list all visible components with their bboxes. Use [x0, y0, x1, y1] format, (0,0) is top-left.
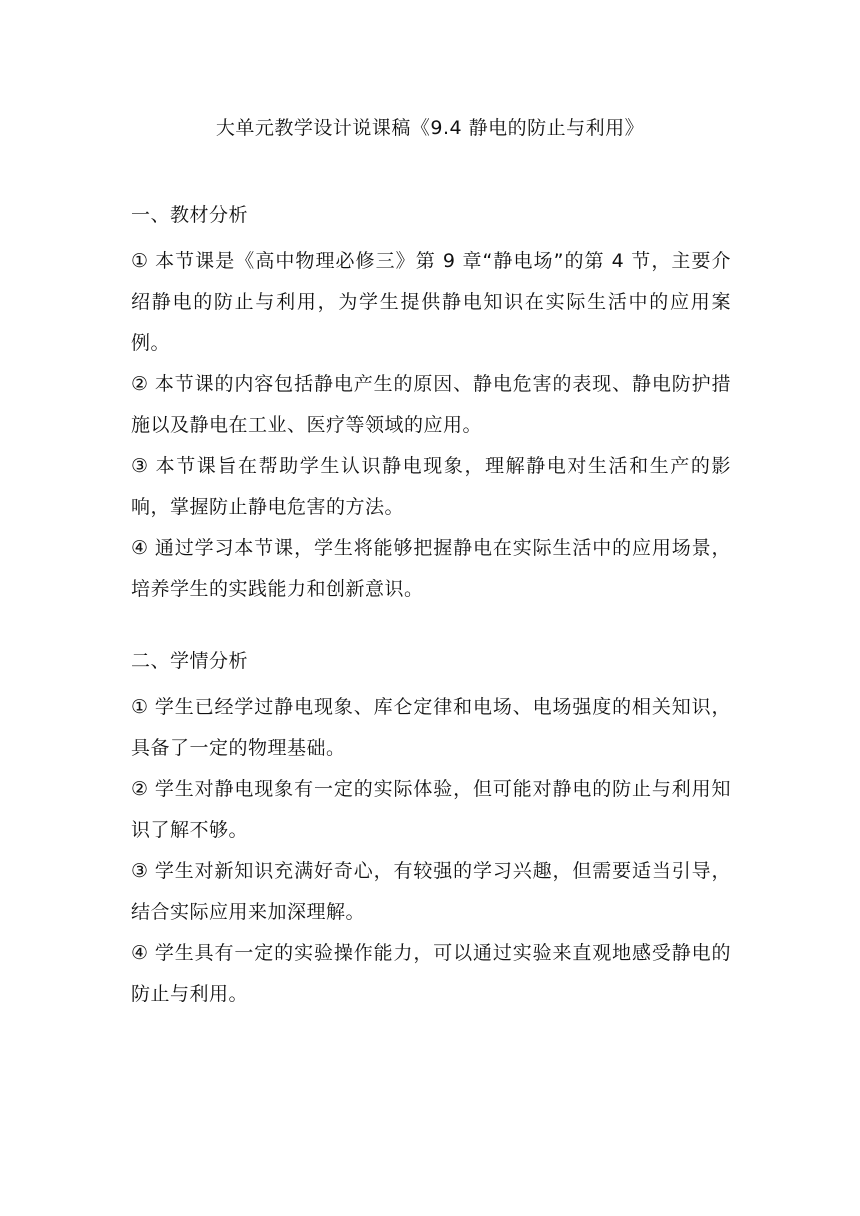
item-number: ④ — [131, 537, 149, 559]
list-item — [131, 528, 731, 610]
item-number: ③ — [131, 860, 149, 882]
section-textbook-analysis — [131, 200, 731, 610]
document-body — [131, 200, 731, 1015]
item-number: ④ — [131, 942, 149, 964]
section-student-analysis — [131, 646, 731, 1015]
list-item — [131, 687, 731, 769]
list-item — [131, 241, 731, 364]
item-number: ③ — [131, 455, 149, 477]
item-text: 本节课是《高中物理必修三》第 9 章“静电场”的第 4 节，主要介绍静电的防止与利用，为学生提供静电知识在实际生活中的应用案例。 — [131, 250, 731, 354]
item-text: 本节课旨在帮助学生认识静电现象，理解静电对生活和生产的影响，掌握防止静电危害的方法。 — [131, 455, 731, 518]
list-item — [131, 364, 731, 446]
list-item — [131, 933, 731, 1015]
item-number: ① — [131, 696, 149, 718]
document-title: 大单元教学设计说课稿《9.4 静电的防止与利用》 — [215, 117, 645, 139]
item-text: 学生已经学过静电现象、库仑定律和电场、电场强度的相关知识，具备了一定的物理基础。 — [131, 696, 731, 759]
item-number: ② — [131, 778, 149, 800]
list-item — [131, 446, 731, 528]
section-heading: 一、教材分析 — [131, 204, 249, 226]
list-item — [131, 769, 731, 851]
item-text: 学生具有一定的实验操作能力，可以通过实验来直观地感受静电的防止与利用。 — [131, 942, 731, 1005]
item-text: 通过学习本节课，学生将能够把握静电在实际生活中的应用场景，培养学生的实践能力和创新意识。 — [131, 537, 731, 600]
item-text: 学生对新知识充满好奇心，有较强的学习兴趣，但需要适当引导，结合实际应用来加深理解。 — [131, 860, 731, 923]
item-number: ① — [131, 250, 149, 272]
item-text: 学生对静电现象有一定的实际体验，但可能对静电的防止与利用知识了解不够。 — [131, 778, 731, 841]
item-number: ② — [131, 373, 149, 395]
section-heading: 二、学情分析 — [131, 650, 249, 672]
list-item — [131, 851, 731, 933]
item-text: 本节课的内容包括静电产生的原因、静电危害的表现、静电防护措施以及静电在工业、医疗等领域的应用。 — [131, 373, 731, 436]
